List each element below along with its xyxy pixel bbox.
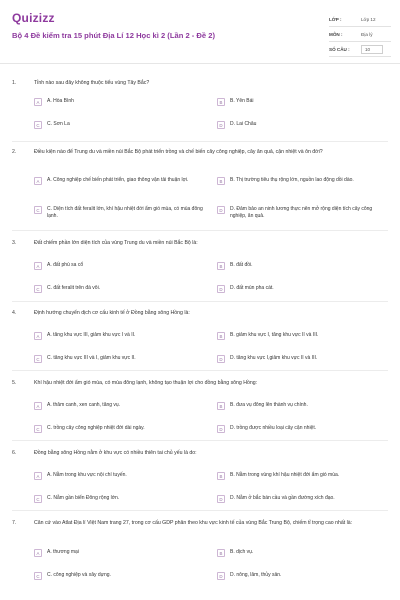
option-text: C. đất feralit trên đá vôi. — [47, 285, 101, 291]
option-b[interactable] — [217, 549, 387, 557]
question-number: 5. — [12, 380, 17, 386]
option-text: A. Nằm trong khu vực nội chí tuyến. — [47, 472, 127, 478]
option-text: D. trồng được nhiều loại cây cận nhiệt. — [230, 425, 317, 431]
option-letter: A — [34, 177, 42, 185]
option-c[interactable] — [34, 572, 204, 580]
option-text: B. Yên Bái — [230, 98, 254, 104]
option-text: D. Lai Châu — [230, 121, 257, 127]
option-letter: B — [217, 332, 225, 340]
option-b[interactable] — [217, 262, 387, 270]
question-number: 1. — [12, 80, 17, 86]
option-letter: B — [217, 177, 225, 185]
option-letter: D — [217, 355, 225, 363]
option-text: C. công nghiệp và xây dựng. — [47, 572, 111, 578]
question-number: 6. — [12, 450, 17, 456]
option-a[interactable] — [34, 177, 204, 185]
option-letter: C — [34, 206, 42, 214]
option-a[interactable] — [34, 549, 204, 557]
question-text: Đất chiếm phần lớn diện tích của vùng Trung du và miền núi Bắc Bộ là: — [34, 240, 198, 246]
option-c[interactable] — [34, 206, 204, 219]
question-text: Định hướng chuyển dịch cơ cấu kinh tế ở Đồng bằng sông Hồng là: — [34, 310, 190, 316]
question-text: Đồng bằng sông Hồng nằm ở khu vực có nhiều thiên tai chủ yếu là do: — [34, 450, 197, 456]
quiz-meta — [329, 12, 391, 57]
option-letter: A — [34, 332, 42, 340]
option-b[interactable] — [217, 472, 387, 480]
quizizz-logo: Quizizz — [12, 11, 55, 25]
meta-key: SỐ CÂU : — [329, 46, 350, 52]
option-text: D. nông, lâm, thủy sản. — [230, 572, 282, 578]
option-letter: D — [217, 425, 225, 433]
question-number: 7. — [12, 520, 17, 526]
question-text: Điều kiện nào để Trung du và miền núi Bắc Bộ phát triển trồng và chế biến cây công nghiệp, cây ăn quả, cận nhiệt và ôn đới? — [34, 149, 323, 155]
option-text: C. Sơn La — [47, 121, 70, 127]
option-text: A. đất phù sa cổ — [47, 262, 84, 268]
option-text: D. Nằm ở bắc bán cầu và gần đường xích đạo. — [230, 495, 335, 501]
divider — [12, 230, 388, 231]
option-c[interactable] — [34, 285, 204, 293]
option-letter: C — [34, 355, 42, 363]
option-text: B. dịch vụ. — [230, 549, 254, 555]
meta-value: Địa lý — [361, 31, 373, 37]
option-letter: A — [34, 98, 42, 106]
page-title: Bộ 4 Đề kiểm tra 15 phút Địa Lí 12 Học kì 2 (Lần 2 - Đề 2) — [12, 31, 215, 40]
option-d[interactable] — [217, 495, 387, 503]
option-c[interactable] — [34, 121, 204, 129]
option-b[interactable] — [217, 402, 387, 410]
meta-row-count — [329, 42, 391, 57]
question-text: Khí hậu nhiệt đới ẩm gió mùa, có mùa đông lạnh, không tạo thuận lợi cho đồng bằng sông Hồng: — [34, 380, 258, 386]
option-text: C. tăng khu vực III và I, giảm khu vực II. — [47, 355, 136, 361]
question-text: Tỉnh nào sau đây không thuộc tiểu vùng Tây Bắc? — [34, 80, 150, 86]
option-text: A. thâm canh, xen canh, tăng vụ. — [47, 402, 121, 408]
option-letter: A — [34, 472, 42, 480]
option-letter: C — [34, 495, 42, 503]
option-letter: D — [217, 121, 225, 129]
option-text: C. Diện tích đất feralit lớn, khí hậu nhiệt đới ẩm gió mùa, có mùa đông lạnh. — [47, 206, 203, 219]
option-a[interactable] — [34, 332, 204, 340]
meta-row-class — [329, 12, 391, 27]
option-letter: A — [34, 262, 42, 270]
meta-key: LỚP : — [329, 16, 342, 22]
question-number: 4. — [12, 310, 17, 316]
divider — [12, 370, 388, 371]
meta-value: 10 — [361, 45, 383, 54]
option-d[interactable] — [217, 206, 387, 219]
option-a[interactable] — [34, 98, 204, 106]
option-letter: D — [217, 285, 225, 293]
option-text: B. Nằm trong vùng khí hậu nhiệt đới ẩm gió mùa. — [230, 472, 340, 478]
option-c[interactable] — [34, 355, 204, 363]
option-c[interactable] — [34, 425, 204, 433]
option-letter: B — [217, 549, 225, 557]
option-text: C. trồng cây công nghiệp nhiệt đới dài ngày. — [47, 425, 145, 431]
option-b[interactable] — [217, 98, 387, 106]
question-number: 2. — [12, 149, 17, 155]
option-a[interactable] — [34, 262, 204, 270]
option-text: C. Nằm gần biển Đông rộng lớn. — [47, 495, 120, 501]
option-text: D. Đảm bảo an ninh lương thực nên mở rộng diện tích cây công nghiệp, ăn quả. — [230, 206, 373, 219]
option-letter: C — [34, 572, 42, 580]
option-letter: D — [217, 206, 225, 214]
option-text: B. đưa vụ đông lên thành vụ chính. — [230, 402, 308, 408]
option-b[interactable] — [217, 177, 387, 185]
divider — [12, 510, 388, 511]
option-text: A. thương mại — [47, 549, 79, 555]
option-text: A. Công nghiệp chế biến phát triển, giao thông vận tải thuận lợi. — [47, 177, 189, 183]
option-text: D. tăng khu vực I,giảm khu vực II và III. — [230, 355, 318, 361]
option-letter: A — [34, 402, 42, 410]
option-text: D. đất mùn pha cát. — [230, 285, 274, 291]
meta-key: MÔN : — [329, 31, 343, 37]
option-text: A. Hòa Bình — [47, 98, 74, 104]
option-text: B. đất đồi. — [230, 262, 253, 268]
meta-row-subject — [329, 27, 391, 42]
option-letter: A — [34, 549, 42, 557]
option-d[interactable] — [217, 355, 387, 363]
option-letter: D — [217, 572, 225, 580]
option-d[interactable] — [217, 285, 387, 293]
option-d[interactable] — [217, 121, 387, 129]
option-letter: B — [217, 262, 225, 270]
divider — [12, 141, 388, 142]
option-text: B. Thị trường tiêu thụ rộng lớn, nguồn lao động dồi dào. — [230, 177, 354, 183]
option-c[interactable] — [34, 495, 204, 503]
question-number: 3. — [12, 240, 17, 246]
question-text: Căn cứ vào Atlat Địa lí Việt Nam trang 27, trong cơ cấu GDP phân theo khu vực kinh tế của vùng Bắc Trung Bộ, chiếm tỉ trọng cao nhất là: — [34, 520, 353, 526]
option-letter: C — [34, 121, 42, 129]
option-letter: C — [34, 285, 42, 293]
quiz-header — [0, 0, 400, 64]
divider — [12, 301, 388, 302]
meta-value: Lớp 12 — [361, 16, 376, 22]
option-letter: B — [217, 98, 225, 106]
option-b[interactable] — [217, 332, 387, 340]
option-letter: C — [34, 425, 42, 433]
option-text: A. tăng khu vực III, giảm khu vực I và II. — [47, 332, 136, 338]
option-d[interactable] — [217, 572, 387, 580]
option-letter: B — [217, 472, 225, 480]
option-text: B. giảm khu vực I, tăng khu vực II và III. — [230, 332, 319, 338]
option-d[interactable] — [217, 425, 387, 433]
option-letter: B — [217, 402, 225, 410]
option-letter: D — [217, 495, 225, 503]
option-a[interactable] — [34, 472, 204, 480]
option-a[interactable] — [34, 402, 204, 410]
divider — [12, 440, 388, 441]
